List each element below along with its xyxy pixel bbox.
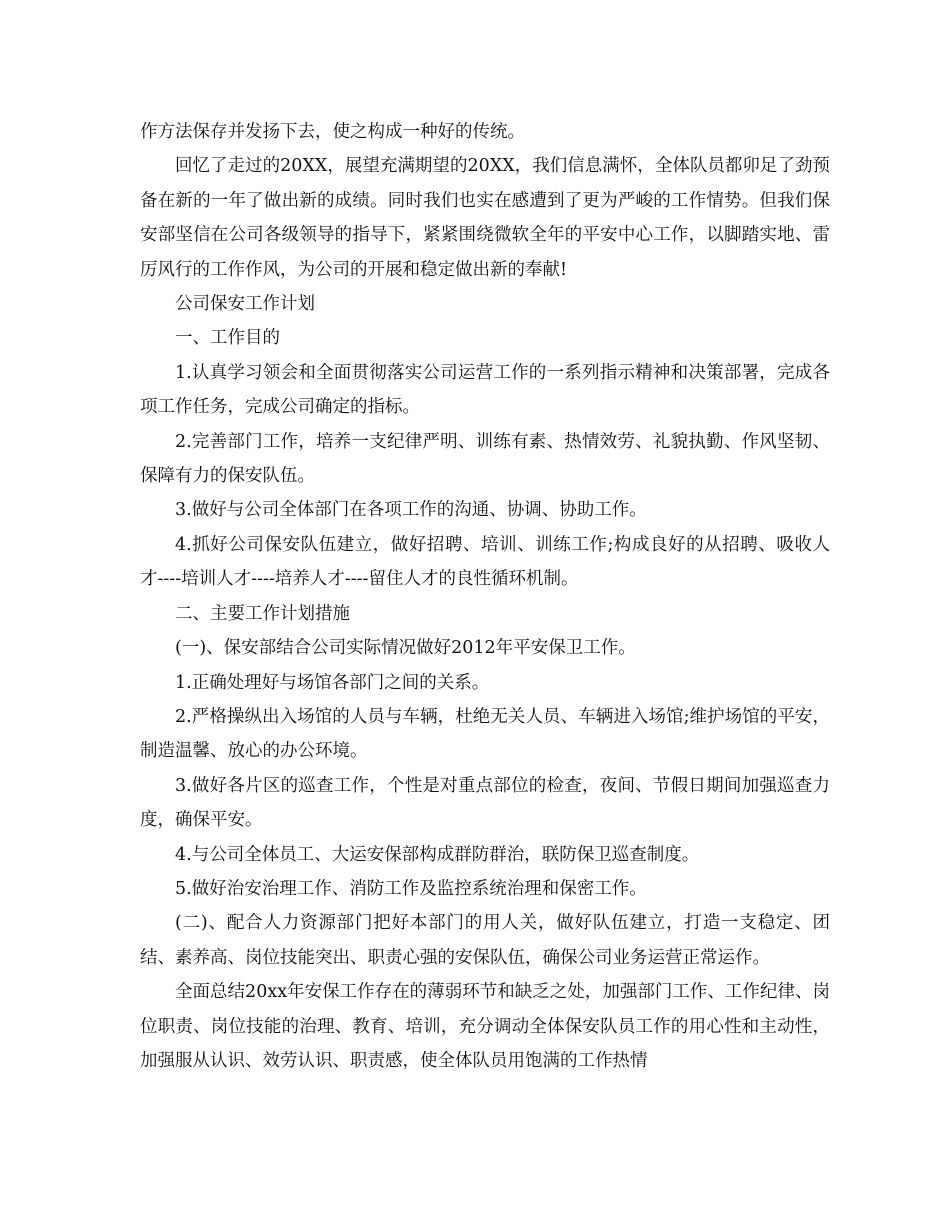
subheading-measure-1: (一)、保安部结合公司实际情况做好2012年平安保卫工作。	[175, 638, 636, 659]
heading-main-measures: 二、主要工作计划措施	[175, 603, 350, 624]
list-item-goal-2: 2.完善部门工作，培养一支纪律严明、训练有素、热情效劳、礼貌执勤、作风坚韧、保障有力的保安队伍。	[140, 431, 830, 487]
subheading-measure-2: (二)、配合人力资源部门把好本部门的用人关，做好队伍建立，打造一支稳定、团结、素养高、岗位技能突出、职责心强的安保队伍，确保公司业务运营正常运作。	[140, 913, 830, 968]
paragraph-0: 作方法保存并发扬下去，使之构成一种好的传统。	[140, 122, 525, 142]
list-item-measure-5: 5.做好治安治理工作、消防工作及监控系统治理和保密工作。	[175, 878, 647, 899]
section-title-plan: 公司保安工作计划	[175, 294, 315, 315]
list-item-measure-1: 1.正确处理好与场馆各部门之间的关系。	[175, 672, 490, 693]
list-item-goal-1: 1.认真学习领会和全面贯彻落实公司运营工作的一系列指示精神和决策部署，完成各项工作任务，完成公司确定的指标。	[140, 362, 830, 418]
list-item-goal-3: 3.做好与公司全体部门在各项工作的沟通、协调、协助工作。	[175, 500, 647, 521]
heading-work-goal: 一、工作目的	[175, 328, 280, 349]
paragraph-summary: 全面总结20xx年安保工作存在的薄弱环节和缺乏之处，加强部门工作、工作纪律、岗位职责、岗位技能的治理、教育、培训，充分调动全体保安队员工作的用心性和主动性，加强服从认识、效劳认识、职责感，使全体队员用饱满的工作热情	[140, 982, 830, 1071]
list-item-goal-4: 4.抓好公司保安队伍建立，做好招聘、培训、训练工作;构成良好的从招聘、吸收人才----培训人才----培养人才----留住人才的良性循环机制。	[140, 534, 830, 590]
list-item-measure-3: 3.做好各片区的巡查工作，个性是对重点部位的检查，夜间、节假日期间加强巡查力度，确保平安。	[140, 775, 830, 831]
paragraph-1: 回忆了走过的20XX，展望充满期望的20XX，我们信息满怀，全体队员都卯足了劲预备在新的一年了做出新的成绩。同时我们也实在感遭到了更为严峻的工作情势。但我们保安部坚信在公司各级领导的指导下，紧紧围绕微软全年的平安中心工作，以脚踏实地、雷厉风行的工作作风，为公司的开展和稳定做出新的奉献!	[140, 156, 830, 280]
document-body	[140, 115, 830, 1078]
list-item-measure-2: 2.严格操纵出入场馆的人员与车辆，杜绝无关人员、车辆进入场馆;维护场馆的平安，制造温馨、放心的办公环境。	[140, 706, 830, 762]
list-item-measure-4: 4.与公司全体员工、大运安保部构成群防群治，联防保卫巡查制度。	[175, 844, 700, 865]
